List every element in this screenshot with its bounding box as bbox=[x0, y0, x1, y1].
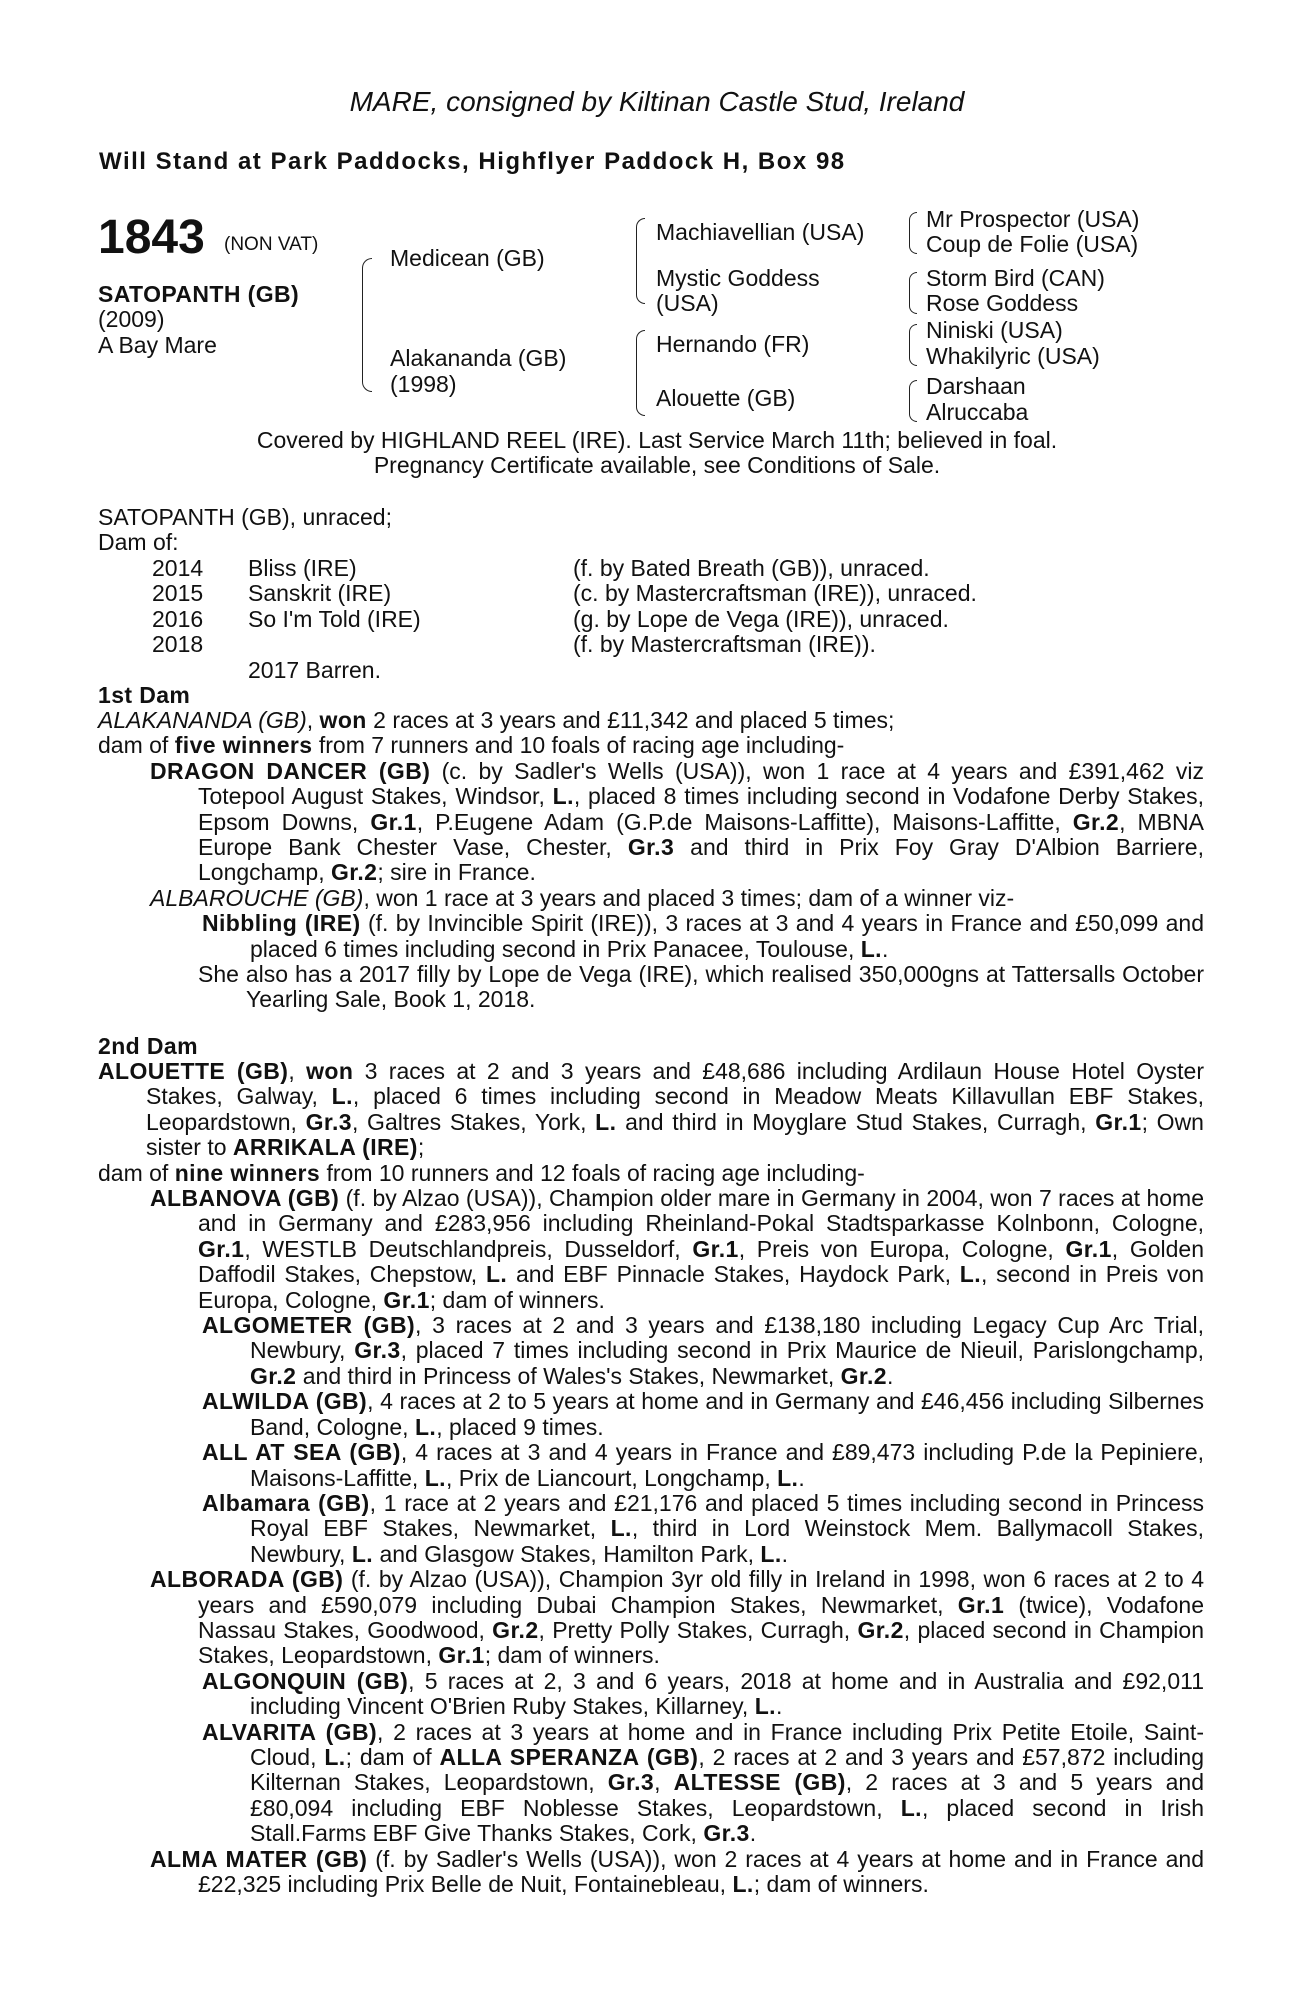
grade: L. bbox=[351, 1540, 374, 1567]
yearling-note bbox=[198, 962, 1204, 1013]
pedigree-ssd: Coup de Folie (USA) bbox=[926, 231, 1139, 257]
horse-name: ALVARITA (GB) bbox=[202, 1718, 378, 1745]
grade: Gr.3 bbox=[354, 1337, 401, 1364]
pedigree-ddd: Alruccaba bbox=[926, 399, 1029, 425]
horse-name: SATOPANTH (GB) bbox=[98, 281, 300, 307]
horse-name: DRAGON DANCER (GB) bbox=[150, 757, 431, 784]
text: (f. by Alzao (USA)), Champion 3yr old filly in Ireland in 1998, won 6 races at 2 to 4 years and £590,079 including Dubai Champion Stakes, Newmarket, bbox=[198, 1566, 1205, 1618]
horse-name: ALLA SPERANZA (GB) bbox=[439, 1743, 699, 1770]
pedigree-dss: Niniski (USA) bbox=[926, 317, 1063, 343]
text: ; Own sister to bbox=[146, 1108, 1204, 1161]
produce-year: 2018 bbox=[152, 631, 204, 657]
winners-count: five winners bbox=[174, 732, 313, 759]
horse-name: Nibbling (IRE) bbox=[202, 910, 361, 937]
grade: Gr.2 bbox=[250, 1362, 297, 1389]
grade: Gr.1 bbox=[957, 1591, 1005, 1618]
horse-year: (2009) bbox=[98, 306, 165, 332]
produce-year: 2016 bbox=[152, 606, 204, 632]
text: , third in Lord Weinstock Mem. Ballymacoll Stakes, Newbury, bbox=[250, 1515, 1204, 1567]
text: ; sire in France. bbox=[377, 859, 536, 886]
brace-gen3-3 bbox=[909, 324, 917, 366]
text: ; bbox=[417, 1134, 425, 1161]
text: , 2 races at 3 and 5 years and £80,094 including EBF Noblesse Stakes, Leopardstown, bbox=[250, 1769, 1205, 1821]
pedigree-dam-year: (1998) bbox=[390, 371, 457, 397]
horse-name: ALBORADA (GB) bbox=[150, 1566, 344, 1593]
text: She also has a 2017 filly by Lope de Vega (IRE), which realised 350,000gns at Tattersalls October Yearling Sale, Book 1, 2018. bbox=[198, 961, 1204, 1013]
grade: Gr.3 bbox=[607, 1769, 655, 1796]
text: dam of bbox=[98, 1159, 175, 1186]
text: , second in Preis von Europa, Cologne, bbox=[198, 1261, 1205, 1313]
pedigree-sire: Medicean (GB) bbox=[390, 245, 545, 271]
grade: L. bbox=[485, 1261, 508, 1288]
text: , Prix de Liancourt, Longchamp, bbox=[445, 1464, 778, 1491]
text: . bbox=[749, 1820, 757, 1847]
text: , placed 7 times including second in Prix Maurice de Nieuil, Parislongchamp, bbox=[400, 1337, 1205, 1364]
text: , Golden Daffodil Stakes, Chepstow, bbox=[198, 1235, 1204, 1288]
text: , 2 races at 3 years at home and in France including Prix Petite Etoile, Saint-Cloud, bbox=[250, 1718, 1204, 1770]
progeny-alma-mater bbox=[150, 1847, 1204, 1898]
text: from 7 runners and 10 foals of racing age including- bbox=[312, 732, 845, 759]
text: . bbox=[881, 935, 889, 962]
horse-name: ALGOMETER (GB) bbox=[202, 1312, 416, 1339]
brace-gen3-2 bbox=[909, 272, 917, 314]
produce-detail: (c. by Mastercraftsman (IRE)), unraced. bbox=[573, 580, 977, 606]
horse-name: ALTESSE (GB) bbox=[673, 1769, 846, 1796]
text: , Galtres Stakes, York, bbox=[351, 1108, 596, 1135]
horse-name: ALGONQUIN (GB) bbox=[202, 1667, 409, 1694]
brace-gen3-1 bbox=[909, 212, 917, 254]
grade: Gr.1 bbox=[438, 1642, 485, 1669]
progeny-all-at-sea bbox=[202, 1440, 1204, 1491]
grade: Gr.1 bbox=[1065, 1235, 1112, 1262]
text: dam of bbox=[98, 732, 175, 759]
produce-year: 2014 bbox=[152, 555, 204, 581]
text: and third in Princess of Wales's Stakes, Newmarket, bbox=[296, 1362, 841, 1389]
progeny-albarouche bbox=[150, 886, 1204, 911]
text: , placed second in Irish Stall.Farms EBF Give Thanks Stakes, Cork, bbox=[250, 1794, 1204, 1847]
text: 2 races at 3 years and £11,342 and placed 5 times; bbox=[366, 707, 895, 733]
text: and EBF Pinnacle Stakes, Haydock Park, bbox=[507, 1261, 960, 1288]
text: and Glasgow Stakes, Hamilton Park, bbox=[373, 1540, 761, 1567]
second-dam-heading: 2nd Dam bbox=[98, 1033, 198, 1059]
text: (twice), Vodafone Nassau Stakes, Goodwood, bbox=[198, 1591, 1204, 1643]
grade: L. bbox=[552, 783, 574, 810]
horse-name: Albamara (GB) bbox=[202, 1489, 370, 1516]
pregnancy-note: Pregnancy Certificate available, see Conditions of Sale. bbox=[373, 452, 941, 478]
lot-number: 1843 bbox=[98, 211, 205, 264]
text: , 4 races at 3 and 4 years in France and £89,473 including P.de la Pepiniere, Maisons-Laffitte, bbox=[250, 1439, 1204, 1491]
grade: Gr.2 bbox=[857, 1616, 904, 1643]
text: . bbox=[798, 1464, 805, 1491]
text: . bbox=[886, 1362, 894, 1389]
summary-line: SATOPANTH (GB), unraced; bbox=[98, 504, 392, 530]
grade: Gr.2 bbox=[492, 1616, 539, 1643]
text: from 10 runners and 12 foals of racing age including- bbox=[320, 1159, 865, 1186]
pedigree-sire-sire: Machiavellian (USA) bbox=[656, 219, 865, 245]
horse-name: ALWILDA (GB) bbox=[202, 1388, 368, 1415]
text: (c. by Sadler's Wells (USA)), won 1 race at 4 years and £391,462 viz Totepool August Stakes, Windsor, bbox=[198, 757, 1204, 810]
progeny-alborada bbox=[150, 1567, 1204, 1669]
text: and third in Moyglare Stud Stakes, Curragh, bbox=[616, 1108, 1096, 1135]
text: ; dam of winners. bbox=[484, 1642, 660, 1669]
pedigree-sdd: Rose Goddess bbox=[926, 290, 1079, 316]
grade: Gr.2 bbox=[330, 859, 378, 886]
text: , placed 9 times. bbox=[436, 1413, 604, 1440]
first-dam-section bbox=[98, 708, 1204, 1013]
grade: Gr.1 bbox=[383, 1286, 430, 1313]
pedigree-sire-dam: Mystic Goddess bbox=[656, 265, 820, 291]
brace-gen2-bottom bbox=[636, 330, 645, 416]
text: . bbox=[781, 1540, 789, 1567]
grade: L. bbox=[959, 1261, 982, 1288]
produce-detail: (g. by Lope de Vega (IRE)), unraced. bbox=[573, 606, 949, 632]
text: , placed 6 times including second in Meadow Meats Killavullan EBF Stakes, Leopardstown, bbox=[146, 1083, 1204, 1135]
grade: Gr.3 bbox=[627, 834, 675, 861]
horse-name: ALMA MATER (GB) bbox=[150, 1845, 368, 1872]
covered-note: Covered by HIGHLAND REEL (IRE). Last Service March 11th; believed in foal. bbox=[256, 427, 1058, 453]
text: 3 races at 2 and 3 years and £48,686 including Ardilaun House Hotel Oyster Stakes, Galway, bbox=[146, 1058, 1205, 1110]
text: , WESTLB Deutschlandpreis, Dusseldorf, bbox=[244, 1235, 693, 1262]
progeny-algometer bbox=[202, 1313, 1204, 1389]
grade: Gr.2 bbox=[1072, 808, 1120, 835]
text: , placed second in Champion Stakes, Leopardstown, bbox=[198, 1616, 1204, 1669]
horse-name: ALL AT SEA (GB) bbox=[202, 1439, 401, 1466]
text: (f. by Invincible Spirit (IRE)), 3 races at 3 and 4 years in France and £50,099 and placed 6 times including second in Prix Panacee, Toulouse, bbox=[250, 910, 1204, 962]
text: , 4 races at 2 to 5 years at home and in Germany and £46,456 including Silbernes Band, Cologne, bbox=[250, 1388, 1204, 1440]
vat-status: (NON VAT) bbox=[224, 234, 319, 255]
text: , 3 races at 2 and 3 years and £138,180 including Legacy Cup Arc Trial, Newbury, bbox=[250, 1312, 1204, 1364]
horse-name: ARRIKALA (IRE) bbox=[232, 1134, 418, 1161]
produce-name: Sanskrit (IRE) bbox=[248, 580, 392, 606]
winners-count: nine winners bbox=[174, 1159, 321, 1186]
text: , 1 race at 2 years and £21,176 and placed 5 times including second in Princess Royal EBF Stakes, Newmarket, bbox=[250, 1489, 1205, 1542]
text: (f. by Sadler's Wells (USA)), won 2 races at 4 years at home and in France and £22,325 including Prix Belle de Nuit, Fontainebleau, bbox=[198, 1845, 1204, 1897]
grade: L. bbox=[595, 1108, 617, 1135]
text: , won 1 race at 3 years and placed 3 times; dam of a winner viz- bbox=[363, 884, 1015, 911]
stand-location: Will Stand at Park Paddocks, Highflyer Paddock H, Box 98 bbox=[99, 148, 846, 175]
pedigree-dam: Alakananda (GB) bbox=[390, 345, 567, 371]
text: , Pretty Polly Stakes, Curragh, bbox=[538, 1616, 858, 1643]
progeny-dragon-dancer bbox=[150, 759, 1204, 886]
progeny-algonquin bbox=[202, 1669, 1204, 1720]
pedigree-sss: Mr Prospector (USA) bbox=[926, 206, 1140, 232]
first-dam-name: ALAKANANDA (GB) bbox=[98, 707, 307, 733]
grade: L. bbox=[760, 1540, 782, 1567]
horse-description: A Bay Mare bbox=[98, 332, 217, 358]
pedigree-dds: Darshaan bbox=[926, 373, 1026, 399]
grade: L. bbox=[610, 1515, 632, 1542]
produce-name: So I'm Told (IRE) bbox=[248, 606, 421, 632]
grade: Gr.3 bbox=[703, 1820, 750, 1847]
text: , placed 8 times including second in Vodafone Derby Stakes, Epsom Downs, bbox=[198, 783, 1204, 835]
pedigree-sire-dam-origin: (USA) bbox=[656, 290, 719, 316]
text: , bbox=[654, 1769, 674, 1796]
text: ; dam of winners. bbox=[429, 1286, 605, 1313]
grade: L. bbox=[414, 1413, 437, 1440]
grade: L. bbox=[424, 1464, 446, 1491]
grade: L. bbox=[324, 1743, 346, 1770]
won-label: won bbox=[319, 707, 367, 733]
grade: L. bbox=[900, 1794, 922, 1821]
grade: Gr.1 bbox=[692, 1235, 739, 1262]
text: , bbox=[306, 707, 320, 733]
text: , 2 races at 2 and 3 years and £57,872 including Kilternan Stakes, Leopardstown, bbox=[250, 1743, 1205, 1796]
text: , Preis von Europa, Cologne, bbox=[738, 1235, 1066, 1262]
horse-name: ALBAROUCHE (GB) bbox=[150, 884, 364, 911]
progeny-alvarita bbox=[202, 1720, 1204, 1847]
text: and third in Prix Foy Gray D'Albion Barriere, Longchamp, bbox=[198, 834, 1204, 886]
pedigree-sds: Storm Bird (CAN) bbox=[926, 265, 1105, 291]
first-dam-heading: 1st Dam bbox=[98, 682, 191, 708]
grade: L. bbox=[860, 935, 882, 962]
progeny-nibbling bbox=[202, 911, 1204, 962]
brace-gen2-top bbox=[636, 218, 645, 304]
text: ; dam of bbox=[345, 1743, 440, 1770]
text: , 5 races at 2, 3 and 6 years, 2018 at home and in Australia and £92,011 including Vincent O'Brien Ruby Stakes, Killarney, bbox=[250, 1667, 1204, 1720]
progeny-albamara bbox=[202, 1491, 1204, 1567]
won-label: won bbox=[306, 1058, 354, 1084]
consignment-line: MARE, consigned by Kiltinan Castle Stud, Ireland bbox=[349, 86, 965, 117]
progeny-albanova bbox=[150, 1186, 1204, 1313]
text: , P.Eugene Adam (G.P.de Maisons-Laffitte), Maisons-Laffitte, bbox=[416, 808, 1073, 835]
produce-year: 2015 bbox=[152, 580, 204, 606]
grade: L. bbox=[732, 1871, 754, 1897]
grade: Gr.2 bbox=[840, 1362, 887, 1389]
text: , MBNA Europe Bank Chester Vase, Chester, bbox=[198, 808, 1204, 861]
grade: L. bbox=[331, 1083, 353, 1110]
brace-gen3-4 bbox=[909, 380, 917, 422]
text: ; dam of winners. bbox=[753, 1871, 929, 1897]
second-dam-section bbox=[98, 1059, 1204, 1897]
brace-gen1 bbox=[362, 258, 372, 392]
text: (f. by Alzao (USA)), Champion older mare in Germany in 2004, won 7 races at home and in Germany and £283,956 including Rheinland-Pokal Stadtsparkasse Kolnbonn, Cologne, bbox=[198, 1185, 1204, 1237]
pedigree-dam-dam: Alouette (GB) bbox=[656, 385, 796, 411]
produce-detail: (f. by Bated Breath (GB)), unraced. bbox=[573, 555, 930, 581]
horse-name: ALBANOVA (GB) bbox=[150, 1185, 340, 1212]
produce-detail: (f. by Mastercraftsman (IRE)). bbox=[573, 631, 876, 657]
text: . bbox=[775, 1693, 783, 1720]
grade: Gr.1 bbox=[370, 808, 417, 835]
pedigree-dsd: Whakilyric (USA) bbox=[926, 343, 1100, 369]
grade: L. bbox=[754, 1693, 776, 1720]
grade: Gr.1 bbox=[198, 1235, 245, 1262]
pedigree-dam-sire: Hernando (FR) bbox=[656, 331, 810, 357]
barren-note: 2017 Barren. bbox=[248, 657, 381, 683]
grade: Gr.1 bbox=[1095, 1108, 1142, 1135]
text: , bbox=[288, 1058, 307, 1084]
progeny-alwilda bbox=[202, 1389, 1204, 1440]
grade: L. bbox=[777, 1464, 799, 1491]
second-dam-name: ALOUETTE (GB) bbox=[98, 1058, 289, 1084]
dam-of-label: Dam of: bbox=[98, 529, 179, 555]
grade: Gr.3 bbox=[305, 1108, 352, 1135]
produce-name: Bliss (IRE) bbox=[248, 555, 357, 581]
